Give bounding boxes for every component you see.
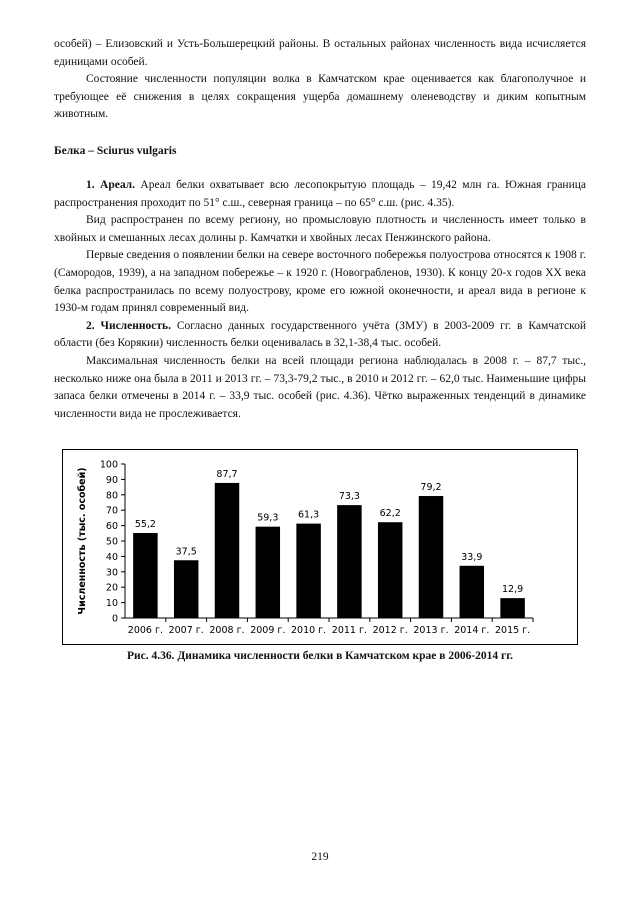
bar [460, 566, 484, 618]
bar [256, 527, 280, 618]
y-tick-label: 90 [105, 474, 118, 486]
y-tick-label: 50 [105, 536, 118, 548]
bar-chart [62, 449, 578, 645]
y-tick-label: 20 [105, 582, 118, 594]
bar [296, 524, 320, 618]
bar [174, 560, 198, 618]
x-tick-label: 2010 г. [290, 625, 327, 636]
range-text: Ареал белки охватывает всю лесопокрытую площадь – 19,42 млн га. Южная граница распространения проходит по 51° с.ш., северная граница – по 65° с.ш. (рис. 4.35). [54, 179, 586, 209]
y-tick-label: 30 [105, 567, 118, 579]
data-label: 79,2 [420, 482, 442, 494]
y-tick-label: 100 [99, 459, 118, 471]
intro-text [54, 36, 586, 124]
y-tick-label: 60 [105, 521, 118, 533]
x-tick-label: 2015 г. [494, 625, 531, 636]
data-label: 87,7 [216, 468, 238, 480]
body-paragraph-range [54, 177, 586, 212]
body-text [54, 177, 586, 423]
y-axis-label: Численность (тыс. особей) [77, 467, 88, 615]
body-paragraph-abundance [54, 318, 586, 353]
bar [378, 522, 402, 618]
y-tick-label: 70 [105, 505, 118, 517]
body-paragraph-2: Вид распространен по всему региону, но промысловую плотность и численность имеет только в хвойных и смешанных лесах долины р. Камчатки и хвойных лесах Пенжинского района. [54, 214, 586, 244]
section-heading [54, 143, 586, 161]
x-tick-label: 2007 г. [168, 625, 204, 636]
section-title: Белка – Sciurus vulgaris [54, 145, 177, 157]
abundance-text: Согласно данных государственного учёта (ЗМУ) в 2003-2009 гг. в Камчатской области (без Корякии) численность белки оценивалась в 32,1-38,4 тыс. особей. [54, 319, 586, 350]
y-tick-label: 80 [105, 490, 118, 502]
data-label: 55,2 [134, 518, 156, 530]
intro-paragraph-2: Состояние численности популяции волка в Камчатском крае оценивается как благополучное и требующее её снижения в целях сокращения ущерба домашнему оленеводству и диким копытным животным. [54, 73, 586, 121]
bar [337, 505, 361, 618]
abundance-lead: 2. Численность. [86, 319, 171, 332]
figure-caption: Рис. 4.36. Динамика численности белки в Камчатском крае в 2006-2014 гг. [126, 650, 514, 662]
page-number: 219 [311, 851, 329, 863]
bar [215, 483, 239, 618]
data-label: 62,2 [379, 508, 401, 520]
x-tick-label: 2012 г. [372, 625, 408, 636]
data-label: 61,3 [298, 509, 320, 521]
data-label: 12,9 [502, 584, 524, 596]
y-tick-label: 0 [111, 613, 118, 625]
data-label: 73,3 [338, 491, 360, 503]
bar [500, 598, 524, 618]
y-tick-label: 10 [105, 598, 118, 610]
chart-canvas [63, 450, 577, 644]
x-tick-label: 2009 г. [250, 625, 286, 636]
y-tick-label: 40 [105, 551, 118, 563]
x-tick-label: 2008 г. [209, 625, 245, 636]
x-tick-label: 2011 г. [331, 625, 368, 636]
x-tick-label: 2014 г. [454, 625, 490, 636]
intro-paragraph-1: особей) – Елизовский и Усть-Большерецкий районы. В остальных районах численность вида исчисляется единицами особей. [54, 38, 586, 68]
bar [419, 496, 443, 618]
x-tick-label: 2013 г. [413, 625, 449, 636]
range-lead: 1. Ареал. [86, 179, 136, 191]
body-paragraph-3: Первые сведения о появлении белки на севере восточного побережья полуострова относятся к 1908 г. (Самородов, 1939), а на западном побережье – к 1920 г. (Новограбленов, 1930). К концу 20-х годов XX века белка распространилась по всему полуострову, кроме его южной оконечности, и ареал вида в регионе к 1930-м годам принял современный вид. [54, 249, 586, 315]
bar [133, 533, 157, 618]
data-label: 37,5 [175, 546, 197, 558]
data-label: 59,3 [257, 512, 279, 524]
x-tick-label: 2006 г. [127, 625, 164, 636]
body-paragraph-5: Максимальная численность белки на всей площади региона наблюдалась в 2008 г. – 87,7 тыс., несколько ниже она была в 2011 и 2013 гг. – 73,3-79,2 тыс., в 2010 и 2012 гг. – 62,0 тыс. Наименьшие цифры запаса белки отмечены в 2014 г. – 33,9 тыс. особей (рис. 4.36). Чётко выраженных тенденций в динамике численности вида не прослеживается. [54, 354, 586, 420]
data-label: 33,9 [461, 551, 483, 563]
